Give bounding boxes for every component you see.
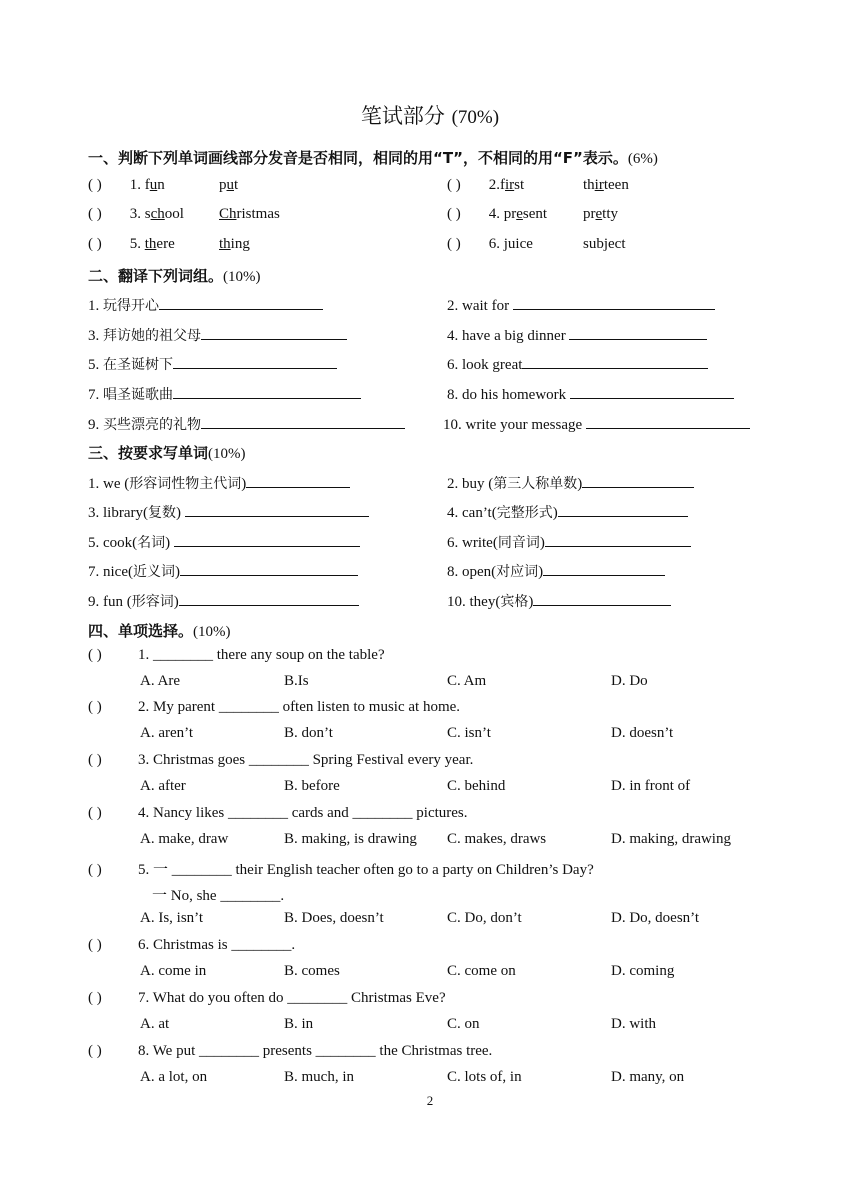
underlined-part: ir: [594, 177, 604, 193]
s1-item-4-compare: [583, 206, 618, 223]
underlined-part: th: [144, 236, 157, 252]
section-1-score: (6%): [627, 151, 658, 167]
s1-item-5: [88, 236, 175, 253]
option-b: B. in: [284, 1016, 314, 1032]
word-requirement: 近义词: [132, 564, 175, 580]
s2-item-10: [443, 413, 750, 434]
underlined-part: Ch: [219, 206, 237, 222]
s4-question-1: [88, 647, 385, 664]
word-prompt: 6. write(: [447, 535, 498, 551]
word-prompt: 10. they(: [447, 594, 501, 610]
word-prompt: 7. nice(: [88, 564, 133, 580]
s2-item-5: [88, 353, 337, 374]
underlined-part: ch: [150, 206, 165, 222]
answer-blank[interactable]: [533, 590, 671, 606]
s3-item-1: [88, 472, 350, 493]
question-text-line-2: 一 No, she ________.: [152, 888, 285, 904]
item-number: 3.: [88, 328, 100, 344]
option-b: B. don’t: [284, 725, 333, 741]
section-1-heading: [88, 147, 658, 168]
s1-item-6-compare: [583, 236, 626, 253]
option-b: B. making, is drawing: [284, 831, 417, 847]
answer-blank[interactable]: [582, 472, 694, 488]
answer-blank[interactable]: [185, 501, 369, 517]
answer-blank[interactable]: [570, 383, 734, 399]
word-prompt: ): [528, 594, 534, 610]
word-requirement: 名词: [137, 535, 166, 551]
section-4-title: 四、单项选择。: [88, 622, 194, 640]
underlined-part: e: [595, 206, 603, 222]
word-part: 5.: [129, 236, 145, 252]
s1-item-1: [88, 177, 165, 194]
option-a: A. a lot, on: [140, 1069, 208, 1085]
underlined-part: u: [226, 177, 234, 193]
word-prompt: ): [175, 505, 185, 521]
question-text: 6. Christmas is ________.: [138, 937, 296, 953]
option-b: B.Is: [284, 673, 309, 689]
answer-blank[interactable]: [569, 324, 707, 340]
option-a: A. Is, isn’t: [140, 910, 204, 926]
question-text: 5. 一 ________ their English teacher often go to a party on Children’s Day?: [138, 862, 594, 878]
option-a: A. make, draw: [140, 831, 229, 847]
option-c: C. Do, don’t: [447, 910, 522, 926]
item-number: 10.: [443, 417, 462, 433]
s4-question-3: [88, 752, 473, 769]
word-prompt: ): [241, 476, 247, 492]
question-text: 7. What do you often do ________ Christmas Eve?: [138, 990, 446, 1006]
word-prompt: ): [552, 505, 558, 521]
answer-paren: ( ): [88, 752, 102, 768]
word-prompt: ): [165, 535, 174, 551]
underlined-part: e: [516, 206, 523, 222]
option-d: D. Do: [611, 673, 648, 689]
s2-item-9: [88, 413, 405, 434]
answer-blank[interactable]: [159, 294, 323, 310]
question-text: 1. ________ there any soup on the table?: [138, 647, 385, 663]
word-part: ristmas: [236, 206, 280, 222]
answer-paren: ( ): [88, 862, 102, 878]
s3-item-7: [88, 560, 358, 581]
word-part: 3. s: [129, 206, 151, 222]
question-text: 2. My parent ________ often listen to music at home.: [138, 699, 461, 715]
phrase: look great: [462, 357, 523, 373]
answer-paren: ( ): [88, 177, 102, 193]
word-part: pr: [583, 206, 596, 222]
word-part: ing: [230, 236, 250, 252]
s4-question-2: [88, 699, 460, 716]
s4-question-5: [88, 858, 594, 879]
section-4-heading: [88, 620, 231, 641]
s1-item-5-compare: [219, 236, 250, 253]
section-2-title: 二、翻译下列词组。: [88, 267, 224, 285]
s3-item-6: [447, 531, 691, 552]
word-requirement: 形容词: [131, 594, 174, 610]
word-prompt: ): [577, 476, 583, 492]
word-prompt: ): [539, 535, 545, 551]
s3-item-8: [447, 560, 665, 581]
answer-blank[interactable]: [173, 353, 337, 369]
word-prompt: 1. we (: [88, 476, 130, 492]
answer-blank[interactable]: [201, 413, 405, 429]
s2-item-8: [447, 383, 734, 404]
option-c: C. Am: [447, 673, 487, 689]
s4-question-8: [88, 1043, 492, 1060]
phrase: 拜访她的祖父母: [103, 328, 201, 344]
underlined-part: ir: [505, 177, 515, 193]
answer-paren: ( ): [88, 206, 102, 222]
option-b: B. comes: [284, 963, 340, 979]
word-prompt: 9. fun (: [88, 594, 132, 610]
option-a: A. Are: [140, 673, 180, 689]
word-requirement: 第三人称单数: [493, 476, 578, 492]
option-d: D. coming: [611, 963, 675, 979]
word-part: th: [583, 177, 595, 193]
answer-paren: ( ): [447, 236, 461, 252]
word-part: t: [234, 177, 239, 193]
item-number: 7.: [88, 387, 100, 403]
s2-item-7: [88, 383, 361, 404]
word-part: ere: [156, 236, 175, 252]
answer-blank[interactable]: [179, 590, 359, 606]
phrase: 在圣诞树下: [103, 357, 173, 373]
word-prompt: ): [173, 594, 179, 610]
page-title: [0, 100, 860, 130]
answer-blank[interactable]: [174, 531, 360, 547]
answer-blank[interactable]: [180, 560, 358, 576]
answer-blank[interactable]: [558, 501, 688, 517]
answer-blank[interactable]: [522, 353, 708, 369]
phrase: do his homework: [462, 387, 570, 403]
phrase: 唱圣诞歌曲: [103, 387, 173, 403]
word-part: tty: [602, 206, 619, 222]
answer-paren: ( ): [88, 805, 102, 821]
option-d: D. making, drawing: [611, 831, 731, 847]
s1-item-6: [447, 236, 533, 253]
option-a: A. after: [140, 778, 186, 794]
item-number: 5.: [88, 357, 100, 373]
item-number: 4.: [447, 328, 459, 344]
word-requirement: 完整形式: [496, 505, 553, 521]
section-3-heading: [88, 442, 246, 463]
answer-blank[interactable]: [173, 383, 361, 399]
word-part: p: [219, 177, 227, 193]
word-part: subject: [583, 236, 626, 252]
answer-paren: ( ): [88, 1043, 102, 1059]
option-c: C. behind: [447, 778, 506, 794]
answer-blank[interactable]: [545, 531, 691, 547]
section-2-heading: [88, 265, 261, 286]
answer-paren: ( ): [88, 699, 102, 715]
option-a: A. aren’t: [140, 725, 194, 741]
section-3-score: (10%): [208, 446, 246, 462]
word-part: teen: [603, 177, 629, 193]
word-prompt: ): [538, 564, 544, 580]
option-a: A. at: [140, 1016, 170, 1032]
item-number: 2.: [447, 298, 459, 314]
answer-blank[interactable]: [201, 324, 347, 340]
option-c: C. come on: [447, 963, 516, 979]
s3-item-4: [447, 501, 688, 522]
s4-question-6: [88, 937, 295, 954]
answer-paren: ( ): [447, 206, 461, 222]
word-requirement: 对应词: [496, 564, 539, 580]
word-prompt: 2. buy (: [447, 476, 494, 492]
question-text: 4. Nancy likes ________ cards and ________ pictures.: [138, 805, 468, 821]
section-4-score: (10%): [193, 624, 231, 640]
item-number: 6.: [447, 357, 459, 373]
option-b: B. before: [284, 778, 340, 794]
word-part: sent: [522, 206, 548, 222]
option-c: C. isn’t: [447, 725, 491, 741]
item-number: 9.: [88, 417, 100, 433]
section-3-title: 三、按要求写单词: [88, 444, 209, 462]
section-1-title: 一、判断下列单词画线部分发音是否相同，相同的用“T”，不相同的用“F”表示。: [88, 149, 628, 167]
word-part: n: [157, 177, 165, 193]
s2-item-6: [447, 353, 708, 374]
word-part: 4. pr: [488, 206, 517, 222]
s2-item-2: [447, 294, 715, 315]
s1-item-3: [88, 206, 184, 223]
answer-paren: ( ): [447, 177, 461, 193]
word-prompt: 4. can’t(: [447, 505, 497, 521]
title-main: 笔试部分: [360, 104, 445, 128]
s3-item-9: [88, 590, 359, 611]
phrase: have a big dinner: [462, 328, 570, 344]
word-part: st: [514, 177, 525, 193]
option-a: A. come in: [140, 963, 207, 979]
word-prompt: ): [174, 564, 180, 580]
answer-paren: ( ): [88, 236, 102, 252]
answer-blank[interactable]: [246, 472, 350, 488]
word-requirement: 宾格: [500, 594, 529, 610]
s3-item-5: [88, 531, 360, 552]
answer-blank[interactable]: [543, 560, 665, 576]
option-c: C. makes, draws: [447, 831, 547, 847]
underlined-part: th: [219, 236, 231, 252]
question-text: 3. Christmas goes ________ Spring Festival every year.: [138, 752, 474, 768]
word-requirement: 复数: [147, 505, 176, 521]
title-percent: (70%): [451, 107, 500, 128]
word-part: 1. f: [129, 177, 150, 193]
s3-item-3: [88, 501, 369, 522]
option-d: D. doesn’t: [611, 725, 674, 741]
phrase: 买些漂亮的礼物: [103, 417, 201, 433]
s4-question-7: [88, 990, 446, 1007]
word-part: ool: [164, 206, 184, 222]
option-c: C. on: [447, 1016, 480, 1032]
section-2-score: (10%): [223, 269, 261, 285]
s1-item-1-compare: [219, 177, 238, 194]
word-part: 2.f: [488, 177, 505, 193]
s1-item-3-compare: [219, 206, 280, 223]
word-prompt: 8. open(: [447, 564, 497, 580]
item-number: 1.: [88, 298, 100, 314]
answer-blank[interactable]: [513, 294, 715, 310]
option-b: B. Does, doesn’t: [284, 910, 384, 926]
option-b: B. much, in: [284, 1069, 354, 1085]
s2-item-4: [447, 324, 707, 345]
phrase: wait for: [462, 298, 513, 314]
answer-blank[interactable]: [586, 413, 750, 429]
s2-item-3: [88, 324, 347, 345]
s1-item-2: [447, 177, 524, 194]
word-part: 6. juice: [488, 236, 533, 252]
s2-item-1: [88, 294, 323, 315]
option-d: D. in front of: [611, 778, 691, 794]
option-d: D. with: [611, 1016, 656, 1032]
s1-item-4: [447, 206, 547, 223]
answer-paren: ( ): [88, 647, 102, 663]
page-number: 2: [426, 1093, 434, 1108]
option-c: C. lots of, in: [447, 1069, 522, 1085]
s1-item-2-compare: [583, 177, 629, 194]
answer-paren: ( ): [88, 937, 102, 953]
underlined-part: u: [149, 177, 158, 193]
word-prompt: 5. cook(: [88, 535, 138, 551]
answer-paren: ( ): [88, 990, 102, 1006]
phrase: write your message: [465, 417, 586, 433]
s3-item-2: [447, 472, 694, 493]
question-text: 8. We put ________ presents ________ the Christmas tree.: [138, 1043, 493, 1059]
word-prompt: 3. library(: [88, 505, 148, 521]
option-d: D. Do, doesn’t: [611, 910, 700, 926]
word-requirement: 同音词: [497, 535, 540, 551]
word-requirement: 形容词性物主代词: [129, 476, 242, 492]
s4-question-4: [88, 805, 468, 822]
item-number: 8.: [447, 387, 459, 403]
option-d: D. many, on: [611, 1069, 685, 1085]
phrase: 玩得开心: [103, 298, 159, 314]
s3-item-10: [447, 590, 671, 611]
